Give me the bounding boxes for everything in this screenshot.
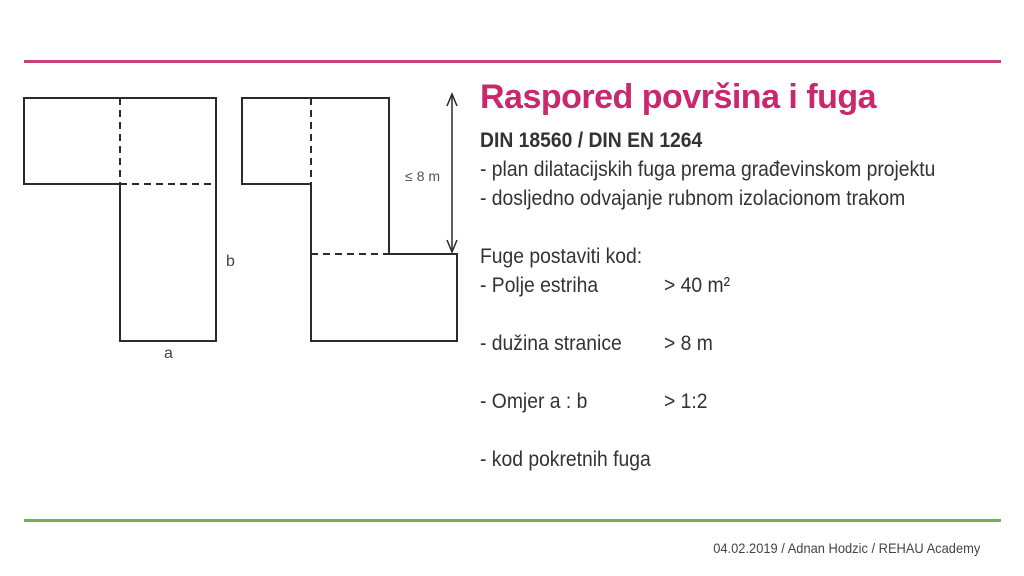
- footer-text: 04.02.2019 / Adnan Hodzic / REHAU Academy: [712, 540, 980, 556]
- dimension-symbol: ≤: [405, 168, 413, 184]
- bullet-item: - dosljedno odvajanje rubnom izolacionom trakom: [480, 187, 906, 210]
- dimension-arrow: [447, 94, 457, 252]
- criteria-label: - kod pokretnih fuga: [480, 448, 651, 471]
- criteria-label: - Polje estriha: [480, 274, 599, 297]
- dimension-label: [405, 168, 440, 184]
- criteria-value: > 8 m: [664, 332, 713, 355]
- slide-title: Raspored površina i fuga: [480, 78, 877, 116]
- criteria-row: [480, 387, 968, 416]
- slide-content: [480, 126, 968, 474]
- label-a: a: [164, 345, 173, 362]
- standard-reference: DIN 18560 / DIN EN 1264: [480, 129, 703, 152]
- criteria-value: > 40 m²: [664, 274, 731, 297]
- label-b: b: [226, 253, 235, 270]
- dimension-value: 8 m: [416, 168, 441, 184]
- criteria-label: - Omjer a : b: [480, 390, 588, 413]
- criteria-row: [480, 329, 968, 358]
- right-shape-outline: [242, 98, 457, 341]
- left-l-shape: [24, 98, 216, 341]
- bottom-divider: [24, 519, 1001, 522]
- criteria-row: [480, 445, 968, 474]
- bullet-item: - plan dilatacijskih fuga prema građevinskom projektu: [480, 158, 936, 181]
- criteria-heading: Fuge postaviti kod:: [480, 245, 643, 268]
- joint-layout-diagram: [0, 0, 470, 380]
- criteria-value: > 1:2: [664, 390, 708, 413]
- right-l-shape: [242, 98, 457, 341]
- criteria-label: - dužina stranice: [480, 332, 622, 355]
- criteria-row: [480, 271, 968, 300]
